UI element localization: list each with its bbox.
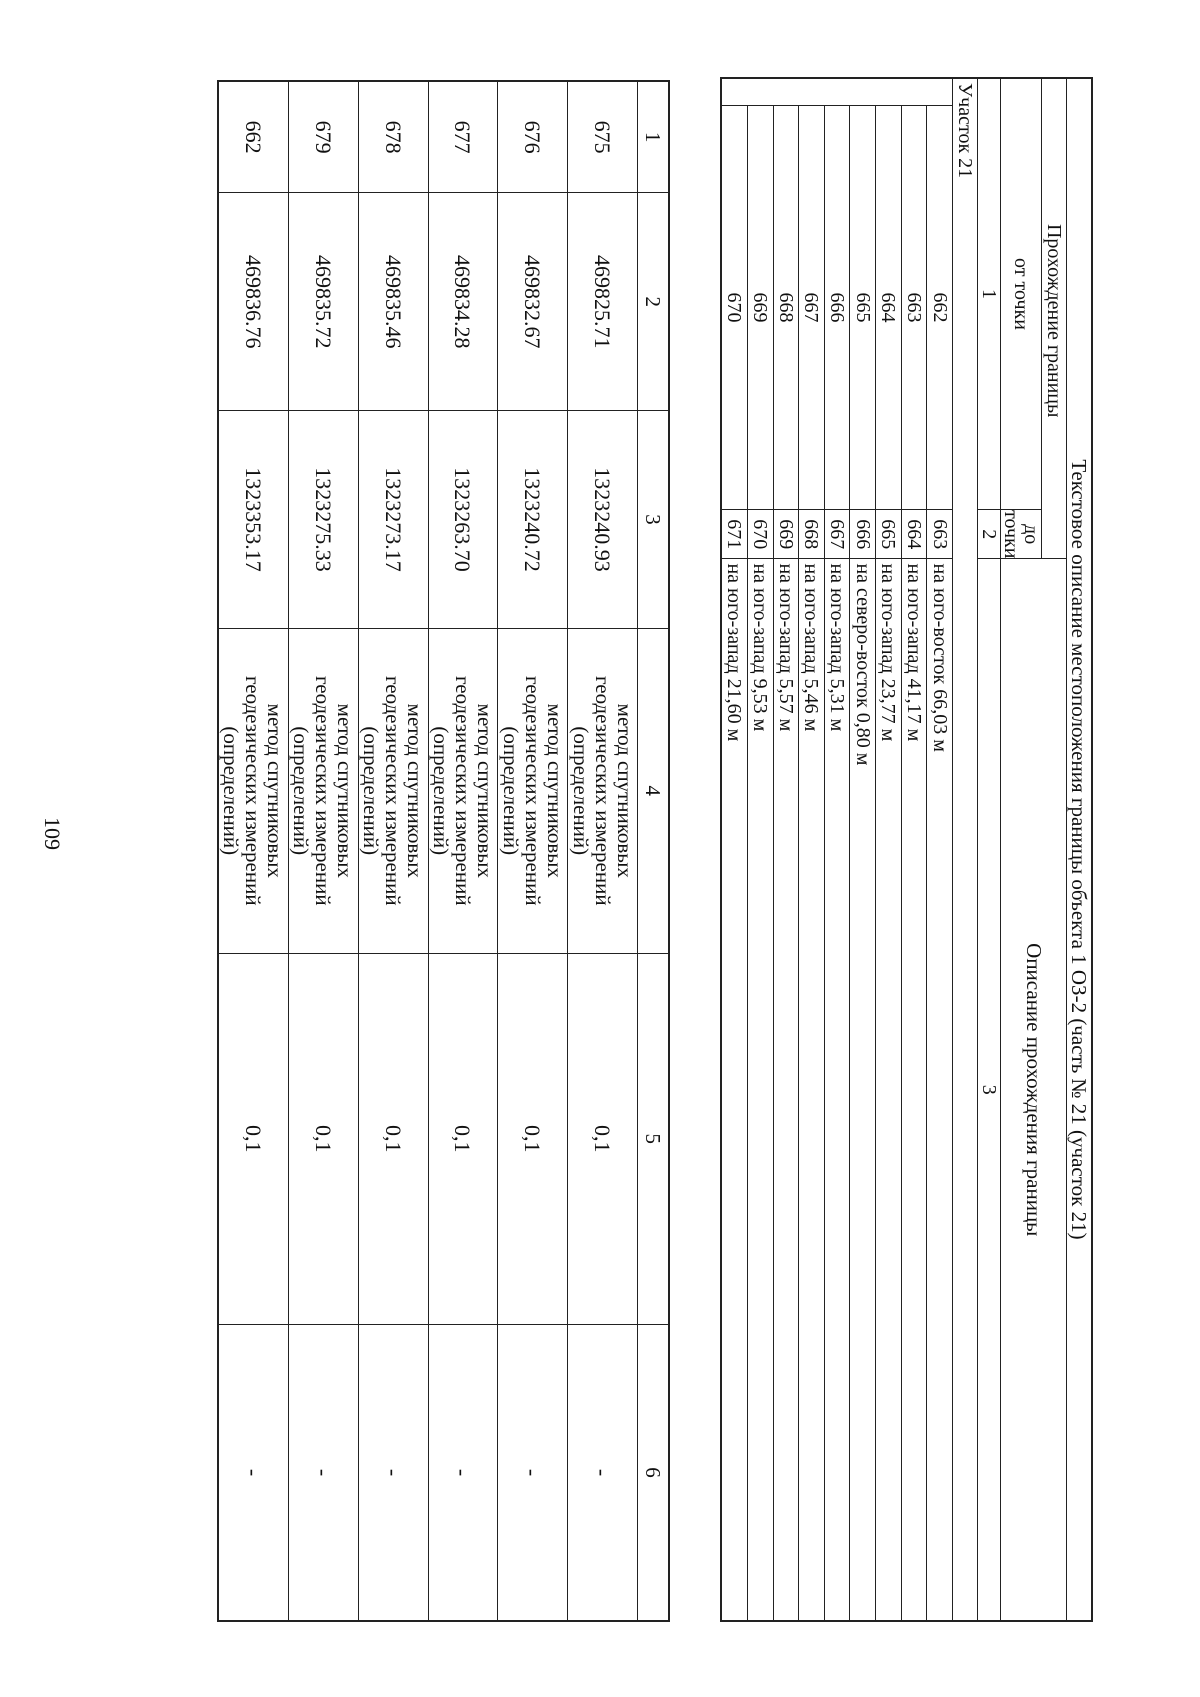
from-point-cell: 668: [773, 106, 799, 510]
accuracy-cell: 0,1: [498, 953, 568, 1324]
table-header-row: [638, 81, 670, 1621]
accuracy-cell: 0,1: [568, 953, 638, 1324]
note-cell: -: [288, 1324, 358, 1621]
x-coordinate-cell: 469836.76: [218, 193, 288, 411]
header-cell: 2: [638, 193, 670, 411]
y-coordinate-cell: 1323273.17: [358, 411, 428, 629]
header-cell: 5: [638, 953, 670, 1324]
method-line: (определений): [428, 726, 453, 856]
method-line: (определений): [289, 726, 314, 856]
col-from-header: от точки: [1001, 78, 1042, 510]
page-number: 109: [40, 817, 65, 850]
table-row: [824, 78, 850, 1621]
note-cell: -: [218, 1324, 288, 1621]
method-line: геодезических измерений: [381, 675, 406, 906]
col-num: 3: [978, 559, 1001, 1621]
x-coordinate-cell: 469835.46: [358, 193, 428, 411]
table-row: [901, 78, 927, 1621]
method-line: геодезических измерений: [590, 675, 615, 906]
method-cell: [218, 628, 288, 953]
table-row: [773, 78, 799, 1621]
method-cell: [288, 628, 358, 953]
col-num: 2: [978, 510, 1001, 559]
to-point-cell: 663: [927, 510, 953, 559]
description-cell: на юго-запад 5,46 м: [799, 559, 825, 1621]
point-cell: 675: [568, 81, 638, 193]
method-line: геодезических измерений: [450, 675, 475, 906]
accuracy-cell: 0,1: [288, 953, 358, 1324]
note-cell: -: [498, 1324, 568, 1621]
point-cell: 676: [498, 81, 568, 193]
indent-cell: [876, 78, 902, 106]
from-point-cell: 666: [824, 106, 850, 510]
y-coordinate-cell: 1323240.72: [498, 411, 568, 629]
method-line: (определений): [568, 726, 593, 856]
description-cell: на юго-запад 41,17 м: [901, 559, 927, 1621]
method-line: метод спутниковых: [333, 703, 358, 878]
table-row: [568, 81, 638, 1621]
method-line: (определений): [219, 726, 244, 856]
x-coordinate-cell: 469825.71: [568, 193, 638, 411]
table-title: Текстовое описание местоположения границы объекта 1 ОЗ-2 (часть № 21 (участок 21): [1067, 459, 1092, 1240]
description-cell: на юго-запад 21,60 м: [721, 559, 747, 1621]
description-cell: на юго-запад 23,77 м: [876, 559, 902, 1621]
table-row: [747, 78, 773, 1621]
from-point-cell: 665: [850, 106, 876, 510]
header-cell: 1: [638, 81, 670, 193]
table-row: [850, 78, 876, 1621]
to-point-cell: 664: [901, 510, 927, 559]
header-cell: 6: [638, 1324, 670, 1621]
note-cell: -: [358, 1324, 428, 1621]
accuracy-cell: 0,1: [218, 953, 288, 1324]
note-cell: -: [568, 1324, 638, 1621]
method-line: (определений): [498, 726, 523, 856]
y-coordinate-cell: 1323275.33: [288, 411, 358, 629]
method-line: (определений): [359, 726, 384, 856]
table-row: [927, 78, 953, 1621]
description-cell: на северо-восток 0,80 м: [850, 559, 876, 1621]
to-point-cell: 667: [824, 510, 850, 559]
method-line: метод спутниковых: [472, 703, 497, 878]
method-cell: [358, 628, 428, 953]
point-cell: 678: [358, 81, 428, 193]
to-point-cell: 670: [747, 510, 773, 559]
x-coordinate-cell: 469832.67: [498, 193, 568, 411]
indent-cell: [773, 78, 799, 106]
note-cell: -: [428, 1324, 498, 1621]
method-line: метод спутниковых: [403, 703, 428, 878]
point-cell: 679: [288, 81, 358, 193]
indent-cell: [799, 78, 825, 106]
table-row: [288, 81, 358, 1621]
indent-cell: [901, 78, 927, 106]
indent-cell: [747, 78, 773, 106]
indent-cell: [721, 78, 747, 106]
col-to-header: до точки: [1000, 510, 1042, 559]
to-point-cell: 668: [799, 510, 825, 559]
coordinates-table: [217, 80, 670, 1622]
method-line: метод спутниковых: [263, 703, 288, 878]
method-line: метод спутниковых: [612, 703, 637, 878]
method-cell: [568, 628, 638, 953]
method-line: геодезических измерений: [311, 675, 336, 906]
method-line: геодезических измерений: [520, 675, 545, 906]
accuracy-cell: 0,1: [358, 953, 428, 1324]
from-point-cell: 663: [901, 106, 927, 510]
description-cell: на юго-запад 9,53 м: [747, 559, 773, 1621]
x-coordinate-cell: 469834.28: [428, 193, 498, 411]
from-point-cell: 669: [747, 106, 773, 510]
table-row: [498, 81, 568, 1621]
indent-cell: [824, 78, 850, 106]
table-row: [876, 78, 902, 1621]
section-label: Участок 21: [953, 78, 978, 1621]
to-point-cell: 669: [773, 510, 799, 559]
x-coordinate-cell: 469835.72: [288, 193, 358, 411]
description-cell: на юго-запад 5,31 м: [824, 559, 850, 1621]
to-point-cell: 666: [850, 510, 876, 559]
col-num: 1: [978, 78, 1001, 510]
to-point-cell: 665: [876, 510, 902, 559]
header-cell: 3: [638, 411, 670, 629]
boundary-description-table: [720, 77, 1093, 1622]
method-cell: [498, 628, 568, 953]
from-point-cell: 664: [876, 106, 902, 510]
description-cell: на юго-запад 5,57 м: [773, 559, 799, 1621]
col-description-header: Описание прохождения границы: [1001, 559, 1067, 1621]
y-coordinate-cell: 1323240.93: [568, 411, 638, 629]
from-point-cell: 667: [799, 106, 825, 510]
point-cell: 677: [428, 81, 498, 193]
y-coordinate-cell: 1323263.70: [428, 411, 498, 629]
indent-cell: [850, 78, 876, 106]
method-line: геодезических измерений: [241, 675, 266, 906]
header-cell: 4: [638, 628, 670, 953]
table-row: [358, 81, 428, 1621]
to-point-cell: 671: [721, 510, 747, 559]
table-row: [428, 81, 498, 1621]
description-cell: на юго-восток 66,03 м: [927, 559, 953, 1621]
table-row: [799, 78, 825, 1621]
point-cell: 662: [218, 81, 288, 193]
indent-cell: [927, 78, 953, 106]
from-point-cell: 670: [721, 106, 747, 510]
group-header: Прохождение границы: [1042, 78, 1067, 559]
table-row: [218, 81, 288, 1621]
method-line: метод спутниковых: [542, 703, 567, 878]
accuracy-cell: 0,1: [428, 953, 498, 1324]
table-row: [721, 78, 747, 1621]
from-point-cell: 662: [927, 106, 953, 510]
y-coordinate-cell: 1323353.17: [218, 411, 288, 629]
method-cell: [428, 628, 498, 953]
